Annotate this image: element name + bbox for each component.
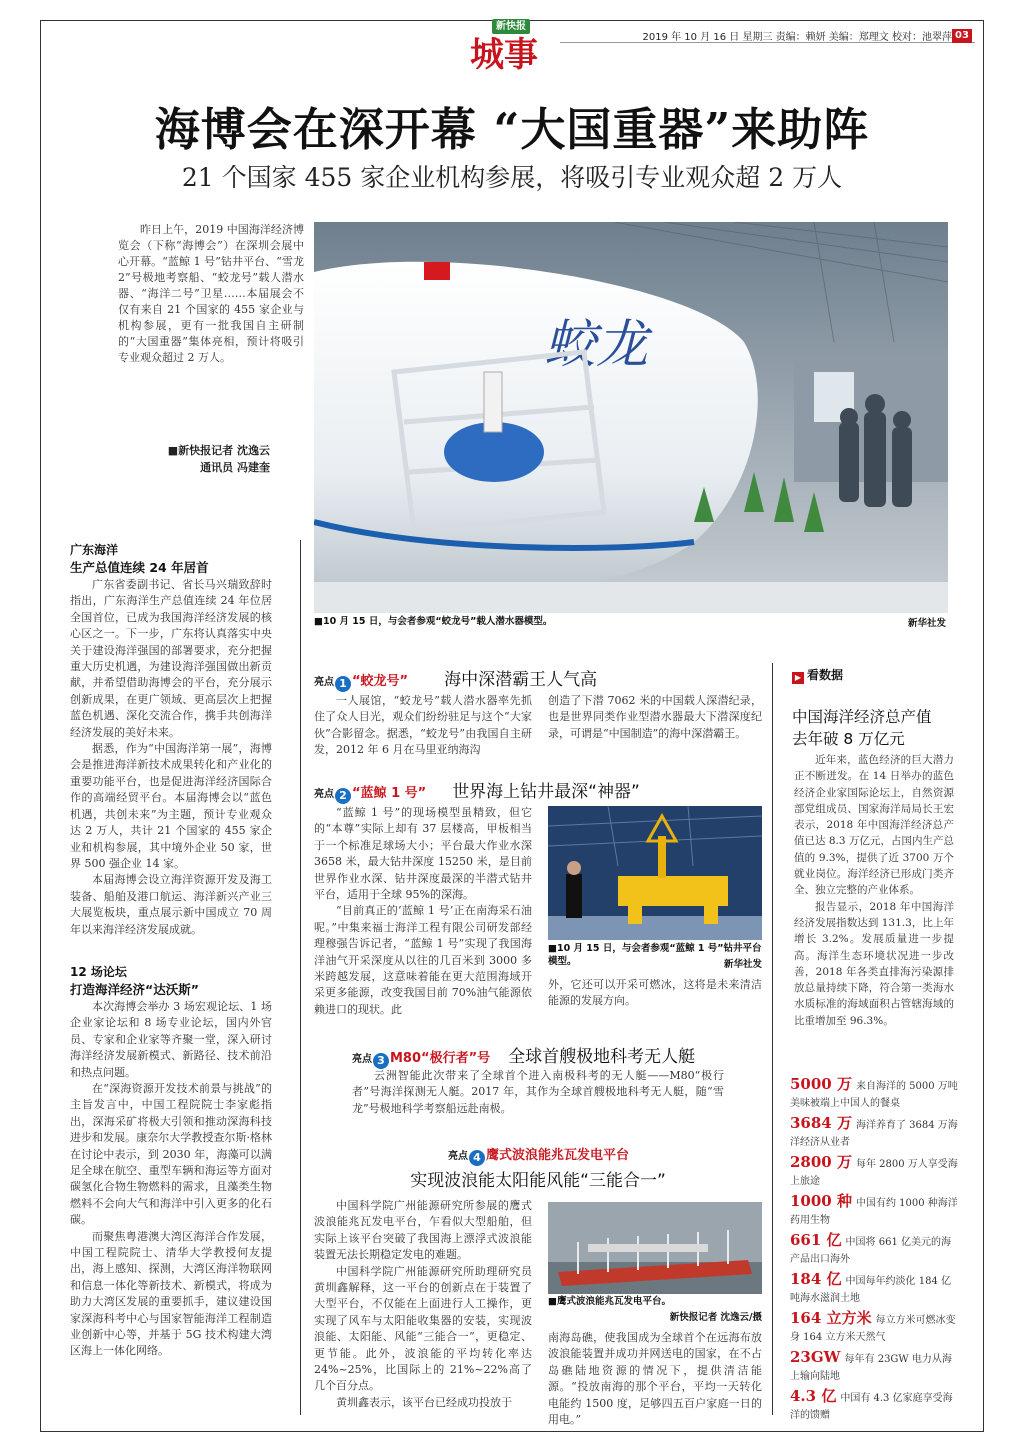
issue-info: 2019 年 10 月 16 日 星期三 责编：赖妍 美编：郑理文 校对：池翠萍 xyxy=(642,32,952,43)
highlight4-heading: 亮点 4 鹰式波浪能兆瓦发电平台 xyxy=(448,1144,768,1166)
stat-item xyxy=(790,1271,958,1307)
wave-platform-caption: ■鹰式波浪能兆瓦发电平台。 xyxy=(548,1296,671,1307)
section1-kicker: 广东海洋 xyxy=(70,543,119,557)
lead-paragraph: 昨日上午，2019 中国海洋经济博览会（下称“海博会”）在深圳会展中心开幕。“蓝鲸 1 号”钻井平台、“雪龙 2”号极地考察船、“蛟龙号”载人潜水器、“海洋二号”卫星……本届展会不仅有来自 21 个国家的 455 家企业与机构参展，更有一批我国自主研制的“大国重器”集体亮相，预计将吸引专业观众超过 2 万人。 xyxy=(118,223,304,364)
column-divider xyxy=(772,663,773,1415)
stat-text: 每年有 23GW 电力从海上输向陆地 xyxy=(790,1354,952,1382)
blue-whale-photo xyxy=(548,806,762,940)
highlight1-text-col2: 创造了下潜 7062 米的中国载人深潜纪录，也是世界同类作业型潜水器最大下潜深度纪录，可谓是“中国制造”的海中深潜霸王。 xyxy=(548,694,762,740)
stat-text: 中国将 661 亿美元的海产品出口海外 xyxy=(790,1237,951,1265)
stat-text: 中国有 4.3 亿家庭享受海洋的馈赠 xyxy=(790,1393,953,1421)
section1-paragraph: 本届海博会设立海洋资源开发及海工装备、船舶及港口航运、海洋新兴产业三大展览板块，重点展示新中国成立 70 周年以来海洋经济发展成就。 xyxy=(70,873,272,936)
play-icon: ▶ xyxy=(792,672,804,684)
newspaper-logo: 新快报 xyxy=(492,19,530,34)
highlight-prefix: 亮点 xyxy=(314,677,334,688)
sidebar-body: 近年来，蓝色经济的巨大潜力正不断迸发。在 14 日举办的蓝色经济企业家国际论坛上，自然资源部党组成员、国家海洋局局长王宏表示，2018 年中国海洋经济总产值已达 8.3 万亿元，占国内生产总值的 9.3%，提供了近 3700 万个就业岗位。海洋经济已形成门类齐全、独立完整的产业体系。 报告显示，2018 年中国海洋经济发展指数达到 131.3，比上年增长 3.2%。发展质量进一步提高。海洋生态环境状况进一步改善，2018 年各类直排海污染源排放总量持续下降，符合第一类海水水质标准的海域面积占管辖海域的比重增加至 96.3%。 xyxy=(794,754,954,1027)
stat-item xyxy=(790,1193,958,1229)
section1-paragraph: 据悉，作为“中国海洋第一展”，海博会是推进海洋新技术成果转化和产业化的重要功能平台，也是促进海洋经济国际合作的高端经贸平台。本届海博会以“蓝色机遇，共创未来”为主题，预计专业观众达 2 万人，共计 21 个国家的 455 家企业和机构参展，其中境外企业 50 家，世界 500 强企业 14 家。 xyxy=(70,742,272,870)
highlight4-title: 实现波浪能太阳能风能“三能合一” xyxy=(410,1171,666,1191)
highlight3-name: M80“极行者”号 xyxy=(390,1051,491,1066)
stat-number: 661 亿 xyxy=(790,1231,842,1249)
section2-title: 打造海洋经济“达沃斯” xyxy=(70,981,199,997)
byline-reporter: ■新快报记者 沈逸云 xyxy=(167,444,270,457)
section2-paragraph: 而聚焦粤港澳大湾区海洋合作发展，中国工程院院士、清华大学教授何友提出，海上感知、探测，大湾区海洋物联网和信息一体化等新技术、新模式，将成为助力大湾区发展的重要抓手，建议建设国家深海科考中心与国家智能海洋工程制造业创新中心等，并基于 5G 技术构建大湾区海上一体化网络。 xyxy=(70,1229,272,1358)
highlight4-text-col1: 中国科学院广州能源研究所参展的鹰式波浪能兆瓦发电平台，乍看似大型船舶，但实际上该平台突破了我国海上漂浮式波浪能装置无法长期稳定发电的难题。 中国科学院广州能源研究所助理研究员黄圳鑫解释，这一平台的创新点在于装置了大型平台，不仅能在上面进行人工操作，更实现了风车与太阳能收集器的安装，实现波浪能、太阳能、风能“三能合一”，更稳定、更节能。此外，波浪能的平均转化率达 24%~25%，比国际上的 21%~22%高了几个百分点。 黄圳鑫表示，该平台已经成功投放于 xyxy=(314,1199,532,1409)
stat-text: 中国每年约淡化 184 亿吨海水滋润土地 xyxy=(790,1276,951,1304)
section2-kicker: 12 场论坛 xyxy=(70,964,127,979)
stat-number: 3684 万 xyxy=(790,1114,852,1132)
highlight2-title: 世界海上钻井最深“神器” xyxy=(452,782,640,802)
stat-item xyxy=(790,1310,958,1346)
byline xyxy=(120,442,270,476)
section-title: 城事 xyxy=(470,35,538,75)
page-number: 03 xyxy=(952,29,972,43)
data-sidebar xyxy=(792,666,962,683)
highlight4-name: 鹰式波浪能兆瓦发电平台 xyxy=(486,1148,630,1163)
stat-item xyxy=(790,1115,958,1151)
stat-item xyxy=(790,1349,958,1385)
stat-text: 每立方米可燃冰变身 164 立方米天然气 xyxy=(790,1315,956,1343)
submersible-illustration xyxy=(314,222,948,613)
main-photo xyxy=(314,222,948,613)
stat-number: 23GW xyxy=(790,1348,841,1366)
highlight-number-badge: 1 xyxy=(335,676,351,692)
highlight4-text-col2: 南海岛礁，使我国成为全球首个在远海布放波浪能装置并成功并网送电的国家，在不占岛礁陆地资源的情况下，提供清洁能源。“投放南海的那个平台，平均一天转化电能约 1500 度，足够四五百户家庭一日的用电。” xyxy=(548,1331,762,1427)
stat-number: 2800 万 xyxy=(790,1153,852,1171)
headline: 海博会在深开幕 “大国重器”来助阵 xyxy=(154,103,870,156)
column-divider xyxy=(300,540,301,1415)
stat-item xyxy=(790,1154,958,1190)
sidebar-title: 中国海洋经济总产值 去年破 8 万亿元 xyxy=(792,708,932,748)
blue-whale-source: 新华社发 xyxy=(723,959,762,970)
wave-platform-source: 新快报记者 沈逸云/摄 xyxy=(669,1312,762,1323)
stat-number: 5000 万 xyxy=(790,1075,852,1093)
sidebar-tag: ▶ 看数据 xyxy=(792,666,962,683)
highlight3-heading: 亮点 3 M80“极行者”号 全球首艘极地科考无人艇 xyxy=(352,1042,772,1064)
highlight1-name: “蛟龙号” xyxy=(352,674,409,689)
submersible-label: 蛟龙 xyxy=(544,315,649,375)
section1-paragraph: 广东省委副书记、省长马兴瑞致辞时指出，广东海洋生产总值连续 24 年位居全国首位，已成为我国海洋经济发展的核心区之一。下一步，广东将认真落实中央关于建设海洋强国的部署要求，充分把握重大历史机遇，为建设海洋强国做出新贡献，并希望借助海博会的平台，充分展示创新成果，在更广领域、更高层次上把握蓝色机遇、深化交流合作，携手共创海洋经济发展的美好未来。 xyxy=(70,578,272,739)
left-column xyxy=(70,542,272,1360)
highlight3-text: 云洲智能此次带来了全球首个进入南极科考的无人艇——M80“极行者”号海洋探测无人艇。2017 年，其作为全球首艘极地科考无人艇，随“雪龙”号极地科学考察船远赴南极。 xyxy=(352,1069,724,1115)
section2-paragraph: 在“深海资源开发技术前景与挑战”的主旨发言中，中国工程院院士李家彪指出，深海采矿将极大引领和推动深海科技进步和发展。康奈尔大学教授查尔斯·格林在讨论中表示，到 2030 年，海藻可以满足全球在航空、重型车辆和海运等方面对碳氢化合物生物燃料的需求，且藻类生物燃料不会向大气和海洋中引入更多的化石碳。 xyxy=(70,1081,272,1227)
wave-platform-illustration xyxy=(548,1202,762,1294)
highlight-number-badge: 2 xyxy=(335,788,351,804)
highlight2-name: “蓝鲸 1 号” xyxy=(352,786,427,801)
highlight1-title: 海中深潜霸王人气高 xyxy=(444,670,598,690)
highlight-number-badge: 3 xyxy=(373,1053,389,1069)
highlight-number-badge: 4 xyxy=(469,1150,485,1166)
highlight2-text-col2: 外，它还可以开采可燃冰，这将是未来清洁能源的发展方向。 xyxy=(548,978,762,1008)
subheadline: 21 个国家 455 家企业机构参展，将吸引专业观众超 2 万人 xyxy=(181,163,843,192)
section2-paragraph: 本次海博会举办 3 场宏观论坛、1 场企业家论坛和 8 场专业论坛，国内外官员、专家和企业家等齐聚一堂，深入研讨海洋经济发展新模式、新路径、技术前沿和热点问题。 xyxy=(70,999,272,1079)
stat-number: 1000 种 xyxy=(790,1192,852,1210)
blue-whale-caption: ■10 月 15 日，与会者参观“蓝鲸 1 号”钻井平台模型。 xyxy=(548,943,762,967)
wave-platform-photo xyxy=(548,1202,762,1294)
stat-item xyxy=(790,1076,958,1112)
stat-number: 4.3 亿 xyxy=(790,1387,837,1405)
highlight1-heading xyxy=(314,665,764,690)
highlight2-text-col1: “蓝鲸 1 号”的现场模型虽精致，但它的“本尊”实际上却有 37 层楼高，甲板相当于一个标准足球场大小；平台最大作业水深 3658 米，最大钻井深度 15250 米，是目前世界作业水深、钻井深度最深的半潜式钻井平台，适用于全球 95%的深海。 “目前真正的‘蓝鲸 1 号’正在南海采石油呢。”中集来福士海洋工程有限公司研发部经理穆强告诉记者，“蓝鲸 1 号”实现了我国海洋油气开采深度从以往的几百米到 3000 多米跨越发展，这意味着能在更大范围海域开采更多能源，改变我国目前 70%油气能源依赖进口的现状。此 xyxy=(314,806,532,1016)
highlight2-heading: 亮点 2 “蓝鲸 1 号” 世界海上钻井最深“神器” xyxy=(314,777,764,799)
section1-title: 生产总值连续 24 年居首 xyxy=(70,560,209,575)
stat-text: 来自海洋的 5000 万吨美味被端上中国人的餐桌 xyxy=(790,1081,958,1109)
stats-list xyxy=(790,1076,958,1427)
stat-item xyxy=(790,1388,958,1424)
drilling-platform-illustration xyxy=(548,806,762,940)
byline-correspondent: 通讯员 冯建奎 xyxy=(200,461,270,474)
main-photo-caption: ■10 月 15 日，与会者参观“蛟龙号”载人潜水器模型。 xyxy=(314,616,553,627)
stat-number: 164 立方米 xyxy=(790,1309,872,1327)
main-photo-source: 新华社发 xyxy=(907,618,946,629)
stat-text: 中国有约 1000 种海洋药用生物 xyxy=(790,1198,958,1226)
stat-number: 184 亿 xyxy=(790,1270,842,1288)
stat-text: 海洋养育了 3684 万海洋经济从业者 xyxy=(790,1120,958,1148)
stat-text: 每年 2800 万人享受海上旅途 xyxy=(790,1159,958,1187)
stat-item xyxy=(790,1232,958,1268)
highlight1-text-col1: 一人展馆，“蛟龙号”载人潜水器率先抓住了众人目光，观众们纷纷驻足与这个“大家伙”合影留念。据悉，“蛟龙号”由我国自主研发，2012 年 6 月在马里亚纳海沟 xyxy=(314,694,532,757)
highlight3-title: 全球首艘极地科考无人艇 xyxy=(508,1047,696,1067)
